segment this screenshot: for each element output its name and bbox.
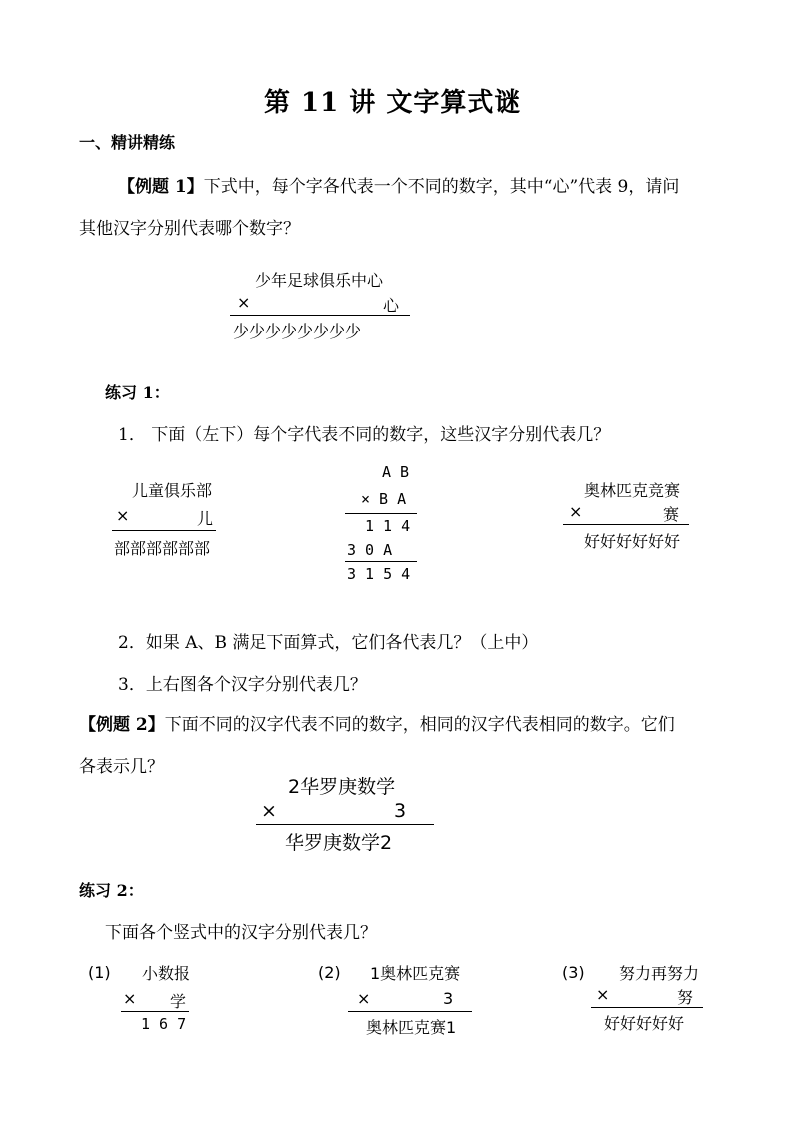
equation-result: 好好好好好好 xyxy=(584,532,681,551)
equation-result: 少少少少少少少少 xyxy=(233,322,362,341)
equation-rule xyxy=(345,513,417,514)
multiplier: 3 xyxy=(443,989,454,1008)
example-1-line2: 其他汉字分别代表哪个数字？ xyxy=(79,219,300,239)
equation-rule xyxy=(348,1011,472,1012)
equation-result: 华罗庚数学2 xyxy=(285,832,393,854)
multiplier: 心 xyxy=(383,296,400,315)
equation-rule xyxy=(112,530,216,531)
example-1-line1: 下式中，每个字各代表一个不同的数字，其中“心”代表 9，请问 xyxy=(203,177,680,197)
equation-rule xyxy=(591,1007,703,1008)
equation-top: 小数报 xyxy=(142,964,191,983)
example-2-label: 【例题 2】 xyxy=(79,715,165,735)
section-heading: 一、精讲精练 xyxy=(79,133,176,152)
equation-top: 奥林匹克竞赛 xyxy=(584,481,681,500)
multiplier: 儿 xyxy=(197,509,214,528)
equation-rule xyxy=(563,524,689,525)
practice-1-q1: 1． 下面（左下）每个字代表不同的数字，这些汉字分别代表几？ xyxy=(118,425,611,445)
equation-rule xyxy=(121,1011,189,1012)
equation-top: 儿童俱乐部 xyxy=(132,481,213,500)
puzzle-number: (3) xyxy=(562,963,585,982)
line-ab: A B xyxy=(382,463,410,481)
example-2-line1: 下面不同的汉字代表不同的数字，相同的汉字代表相同的数字。它们 xyxy=(164,715,675,735)
page-title: 第 11 讲 文字算式谜 xyxy=(264,88,522,118)
line-ba: × B A xyxy=(361,490,407,508)
example-2-text xyxy=(79,710,675,735)
times-sign: × xyxy=(569,502,583,521)
equation-top: 少年足球俱乐中心 xyxy=(255,271,384,290)
equation-rule xyxy=(256,824,434,825)
practice-1-q2: 2．如果 A、B 满足下面算式，它们各代表几？（上中） xyxy=(118,633,539,653)
multiplier: 努 xyxy=(677,988,694,1007)
example-1-text xyxy=(118,172,679,197)
puzzle-number: (2) xyxy=(318,963,341,982)
line-partial-2: 3 0 A xyxy=(347,541,393,559)
multiplier: 学 xyxy=(170,992,187,1011)
practice-2-label: 练习 2： xyxy=(79,881,144,900)
times-sign: × xyxy=(357,989,371,1008)
example-1-label: 【例题 1】 xyxy=(118,177,204,197)
line-partial-1: 1 1 4 xyxy=(365,517,411,535)
practice-1-q3: 3．上右图各个汉字分别代表几？ xyxy=(118,675,367,695)
times-sign: × xyxy=(237,293,251,312)
line-result: 3 1 5 4 xyxy=(347,565,411,583)
times-sign: × xyxy=(261,800,277,822)
equation-result: 1 6 7 xyxy=(141,1015,187,1033)
practice-2-intro: 下面各个竖式中的汉字分别代表几？ xyxy=(105,923,377,943)
equation-rule xyxy=(345,561,417,562)
times-sign: × xyxy=(123,989,137,1008)
times-sign: × xyxy=(596,985,610,1004)
multiplier: 赛 xyxy=(663,505,680,524)
puzzle-number: (1) xyxy=(88,963,111,982)
equation-top: 努力再努力 xyxy=(619,964,700,983)
equation-top: 2华罗庚数学 xyxy=(288,776,396,798)
equation-rule xyxy=(230,315,410,316)
equation-result: 部部部部部部 xyxy=(114,539,211,558)
practice-1-label: 练习 1： xyxy=(105,383,170,402)
equation-result: 奥林匹克赛1 xyxy=(366,1018,457,1037)
example-2-line2: 各表示几？ xyxy=(79,757,164,777)
equation-result: 好好好好好 xyxy=(604,1014,685,1033)
equation-top: 1奥林匹克赛 xyxy=(370,964,461,983)
multiplier: 3 xyxy=(394,800,407,822)
times-sign: × xyxy=(116,506,130,525)
